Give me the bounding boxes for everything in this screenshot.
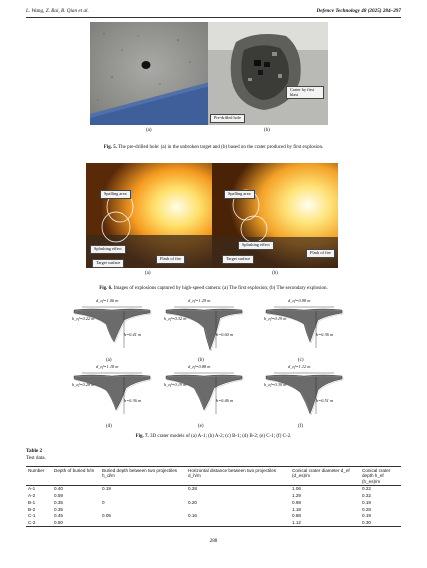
col-number: Number bbox=[28, 468, 45, 473]
table-cell bbox=[100, 493, 186, 500]
crater-depth-label: h_ef=0.30 m bbox=[264, 382, 287, 387]
fig6b-target-label: Target surface bbox=[222, 255, 254, 264]
crater-depth-label: h_ef=0.28 m bbox=[72, 382, 95, 387]
table-cell: 0.59 bbox=[54, 493, 63, 499]
running-journal: Defence Technology 48 (2025) 284–297 bbox=[316, 8, 401, 14]
table-cell: 0.16 bbox=[188, 513, 197, 519]
crater-model-sublabel: (b) bbox=[198, 358, 204, 363]
crater-model-graphic bbox=[70, 302, 154, 358]
table-cell: 0.20 bbox=[188, 499, 197, 505]
crater-depth-label: h_ef=0.22 m bbox=[72, 316, 95, 321]
col-depth: Depth of buried h/m bbox=[54, 468, 95, 473]
crater-model-sublabel: (e) bbox=[198, 424, 204, 429]
table-cell: A-2 bbox=[28, 493, 36, 499]
fig6b-photo bbox=[212, 163, 338, 268]
crater-depth-label: h_ef=0.32 m bbox=[164, 316, 187, 321]
table-row bbox=[26, 485, 401, 492]
table-row bbox=[26, 506, 401, 513]
crater-model-graphic bbox=[162, 302, 246, 358]
table-cell: 0.88 bbox=[292, 513, 301, 519]
header-rule bbox=[26, 17, 401, 18]
fig6a-splashing-label: Splashing effect bbox=[90, 245, 126, 254]
table-cell: 0.98 bbox=[292, 499, 301, 505]
table-cell: 0.19 bbox=[362, 513, 371, 519]
burial-depth-label: h=0.36 m bbox=[124, 398, 142, 403]
fig6a-spalling-label: Spalling area bbox=[100, 190, 131, 199]
table-cell: 0.28 bbox=[188, 486, 197, 492]
crater-model-graphic bbox=[162, 368, 246, 424]
col-def: Conical crater diameter d_ef (d_es)/m bbox=[292, 468, 350, 479]
table-cell: 0.32 bbox=[362, 493, 371, 499]
table-cell: B-2 bbox=[28, 506, 36, 512]
fig5b-hole-label: Pre-drilled hole bbox=[210, 114, 245, 123]
crater-diameter-label: d_ef=1.29 m bbox=[188, 298, 211, 303]
table-cell: B-1 bbox=[28, 499, 36, 505]
fig5a-label: (a) bbox=[146, 128, 152, 133]
burial-depth-label: h=0.51 m bbox=[316, 398, 334, 403]
crater-model bbox=[70, 364, 154, 432]
fig6-caption: Fig. 6. Images of explosions captured by high-speed camera: (a) The first explosion; (b) The secondary explosion. bbox=[99, 286, 328, 291]
fig6b-flash-label: Flash of fire bbox=[306, 249, 335, 258]
table-cell: 0.05 bbox=[102, 513, 111, 519]
table-cell: 1.29 bbox=[292, 493, 301, 499]
crater-model-graphic bbox=[262, 302, 346, 358]
crater-model-sublabel: (d) bbox=[106, 424, 112, 429]
table-cell: A-1 bbox=[28, 486, 36, 492]
fig5b-label: (b) bbox=[264, 128, 270, 133]
fig5a-photo bbox=[90, 22, 210, 125]
burial-depth-label: h=0.46 m bbox=[216, 398, 234, 403]
fig5b-crater-label: Crater by first blast bbox=[286, 86, 324, 99]
fig6a-target-label: Target surface bbox=[92, 259, 124, 268]
crater-model bbox=[262, 298, 346, 366]
crater-diameter-label: d_ef=1.12 m bbox=[288, 364, 311, 369]
fig6b-splashing-label: Splashing effect bbox=[238, 241, 274, 250]
table-row bbox=[26, 513, 401, 520]
burial-depth-label: h=0.41 m bbox=[124, 332, 142, 337]
table-cell bbox=[100, 519, 186, 526]
crater-model-sublabel: (c) bbox=[298, 358, 304, 363]
table-cell: 0.35 bbox=[54, 499, 63, 505]
table-cell: 1.18 bbox=[292, 506, 301, 512]
crater-model-graphic bbox=[70, 368, 154, 424]
crater-diameter-label: d_ef=0.98 m bbox=[288, 298, 311, 303]
table-cell: 0.40 bbox=[54, 486, 63, 492]
running-authors: L. Wang, Z. Bai, B. Qian et al. bbox=[26, 8, 89, 14]
table-row bbox=[26, 493, 401, 500]
crater-model-sublabel: (f) bbox=[298, 424, 303, 429]
table-cell: 0.50 bbox=[54, 519, 63, 525]
crater-model-sublabel: (a) bbox=[106, 358, 112, 363]
test-data-table bbox=[26, 466, 401, 527]
table-cell: C-1 bbox=[28, 513, 36, 519]
table-header-row bbox=[26, 467, 401, 486]
crater-model bbox=[162, 298, 246, 366]
table-cell: 0.28 bbox=[362, 506, 371, 512]
col-hef: Conical crater depth h_ef (h_es)/m bbox=[362, 468, 391, 484]
table-cell: 1.06 bbox=[292, 486, 301, 492]
table-cell bbox=[100, 506, 186, 513]
table-cell: 0.30 bbox=[362, 519, 371, 525]
crater-diameter-label: d_ef=1.06 m bbox=[96, 298, 119, 303]
table-cell bbox=[186, 493, 290, 500]
table-cell: 0.45 bbox=[54, 513, 63, 519]
crater-model bbox=[262, 364, 346, 432]
fig6a-flash-label: Flash of fire bbox=[156, 255, 185, 264]
table-cell: C-2 bbox=[28, 519, 36, 525]
crater-depth-label: h_ef=0.19 m bbox=[164, 382, 187, 387]
fig5-caption: Fig. 5. The pre-drilled hole: (a) in the unbroken target and (b) based on the crater produced by first explosion. bbox=[103, 145, 324, 150]
col-hd: Buried depth between two projectiles h_d/m bbox=[102, 468, 178, 479]
crater-model bbox=[162, 364, 246, 432]
table-cell bbox=[186, 519, 290, 526]
fig6a-photo bbox=[86, 163, 212, 268]
table-cell: 0.19 bbox=[102, 486, 111, 492]
page-number: 288 bbox=[209, 538, 218, 544]
crater-diameter-label: d_ef=0.88 m bbox=[188, 364, 211, 369]
crater-model bbox=[70, 298, 154, 366]
fig7-caption: Fig. 7. 3D crater models of (a) A-1; (b) A-2; (c) B-1; (d) B-2; (e) C-1; (f) C-2. bbox=[135, 434, 292, 439]
table-cell: 1.12 bbox=[292, 519, 301, 525]
table-cell: 0.19 bbox=[362, 499, 371, 505]
burial-depth-label: h=0.36 m bbox=[316, 332, 334, 337]
fig6b-label: (b) bbox=[272, 271, 278, 276]
col-dh: Horizontal distance between two projectiles d_h/m bbox=[188, 468, 277, 479]
table-cell: 0 bbox=[102, 499, 105, 505]
table-cell: 0.22 bbox=[362, 486, 371, 492]
table2-label: Table 2 bbox=[26, 448, 43, 454]
burial-depth-label: h=0.60 m bbox=[216, 332, 234, 337]
crater-diameter-label: d_ef=1.18 m bbox=[96, 364, 119, 369]
crater-model-graphic bbox=[262, 368, 346, 424]
fig6b-spalling-label: Spalling area bbox=[224, 190, 255, 199]
fig5b-photo bbox=[208, 22, 328, 125]
table-row bbox=[26, 519, 401, 526]
table-cell bbox=[186, 506, 290, 513]
table-row bbox=[26, 499, 401, 506]
fig6a-label: (a) bbox=[145, 271, 151, 276]
crater-depth-label: h_ef=0.19 m bbox=[264, 316, 287, 321]
table2-title: Test data. bbox=[26, 455, 46, 461]
table-cell: 0.35 bbox=[54, 506, 63, 512]
